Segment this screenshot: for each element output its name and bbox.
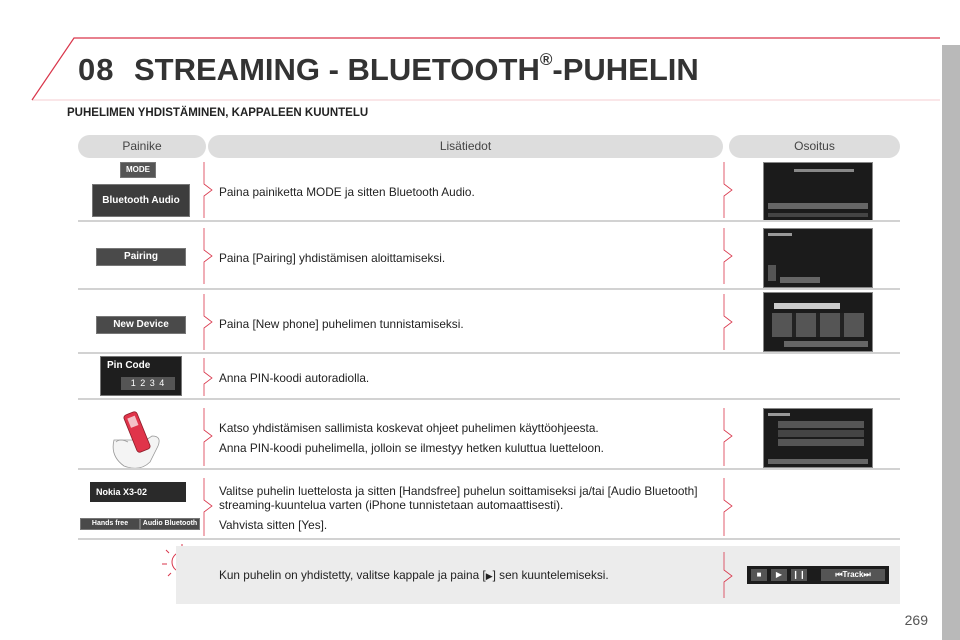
pause-icon: ❙❙	[792, 570, 806, 579]
row-divider	[78, 398, 900, 400]
registered-mark: ®	[539, 50, 553, 69]
media-controls-image	[747, 566, 889, 584]
arrow-marker-icon	[722, 160, 738, 220]
column-header-display: Osoitus	[729, 135, 900, 158]
track-skip-button-image	[821, 569, 885, 581]
row-description: Anna PIN-koodi autoradiolla.	[219, 371, 370, 385]
row-description-line: Vahvista sitten [Yes].	[219, 518, 328, 532]
row-divider	[78, 220, 900, 222]
arrow-marker-icon	[202, 226, 218, 286]
row-description-line: Valitse puhelin luettelosta ja sitten [Handsfree] puhelun soittamiseksi ja/tai [Audio Bluetooth] streaming-kuuntelua varten (iPhone tunnistetaan automaattisesti).	[219, 484, 698, 512]
table-row	[78, 402, 900, 470]
arrow-marker-icon	[722, 292, 738, 352]
tip-note	[176, 546, 900, 604]
arrow-marker-icon	[722, 550, 738, 600]
row-description	[219, 420, 699, 460]
track-label: Track	[842, 570, 864, 579]
arrow-marker-icon	[202, 292, 218, 352]
nokia-phone-list-item: Nokia X3-02	[90, 482, 186, 502]
row-description	[219, 484, 699, 536]
row-description-line: Katso yhdistämisen sallimista koskevat ohjeet puhelimen käyttöohjeesta.	[219, 421, 599, 435]
title-main: STREAMING - BLUETOOTH	[134, 52, 540, 87]
previous-track-icon: ⏮	[835, 570, 843, 579]
arrow-marker-icon	[202, 160, 218, 220]
row-description: Paina [New phone] puhelimen tunnistamiseksi.	[219, 317, 464, 331]
arrow-marker-icon	[202, 356, 218, 398]
column-header-info: Lisätiedot	[208, 135, 723, 158]
table-row	[78, 292, 900, 354]
arrow-marker-icon	[722, 226, 738, 286]
new-device-button-image: New Device	[96, 316, 186, 334]
table-row	[78, 160, 900, 222]
title-suffix: -PUHELIN	[552, 52, 699, 87]
arrow-marker-icon	[722, 406, 738, 468]
row-divider	[78, 538, 900, 540]
bluetooth-audio-button-image: Bluetooth Audio	[92, 184, 190, 217]
row-divider	[78, 288, 900, 290]
table-row	[78, 224, 900, 290]
page-title	[134, 52, 699, 88]
play-triangle-icon: ▶	[485, 571, 493, 581]
row-description: Paina [Pairing] yhdistämisen aloittamiseksi.	[219, 251, 446, 265]
phone-in-hand-icon	[106, 406, 166, 470]
note-text-after: ] sen kuuntelemiseksi.	[492, 568, 609, 582]
arrow-marker-icon	[202, 406, 218, 468]
display-screenshot	[763, 292, 873, 352]
section-subtitle: PUHELIMEN YHDISTÄMINEN, KAPPALEEN KUUNTELU	[67, 107, 369, 119]
arrow-marker-icon	[202, 476, 218, 538]
display-screenshot	[763, 408, 873, 468]
note-text-before: Kun puhelin on yhdistetty, valitse kappale ja paina [	[219, 568, 486, 582]
tip-note-text	[219, 568, 609, 582]
row-divider	[78, 352, 900, 354]
chapter-number: 08	[78, 52, 115, 87]
play-icon: ▶	[771, 569, 787, 581]
next-track-icon: ⏭	[863, 570, 871, 579]
row-divider	[78, 468, 900, 470]
mode-button-image: MODE	[120, 162, 156, 178]
table-row	[78, 356, 900, 400]
side-bar	[942, 45, 960, 640]
row-description: Paina painiketta MODE ja sitten Bluetooth Audio.	[219, 185, 475, 199]
pin-digits: 1 2 3 4	[121, 377, 175, 390]
hands-free-button-image: Hands free	[80, 518, 140, 530]
column-header-button: Painike	[78, 135, 206, 158]
stop-icon: ■	[751, 569, 767, 581]
pin-code-screen-image	[100, 356, 182, 396]
arrow-marker-icon	[722, 476, 738, 538]
table-row	[78, 472, 900, 540]
pairing-button-image: Pairing	[96, 248, 186, 266]
pin-code-label: Pin Code	[107, 360, 151, 371]
display-screenshot	[763, 228, 873, 288]
row-description-line: Anna PIN-koodi puhelimella, jolloin se ilmestyy hetken kuluttua luetteloon.	[219, 441, 604, 455]
audio-bluetooth-button-image: Audio Bluetooth	[140, 518, 200, 530]
page-number: 269	[904, 612, 928, 628]
display-screenshot	[763, 162, 873, 222]
